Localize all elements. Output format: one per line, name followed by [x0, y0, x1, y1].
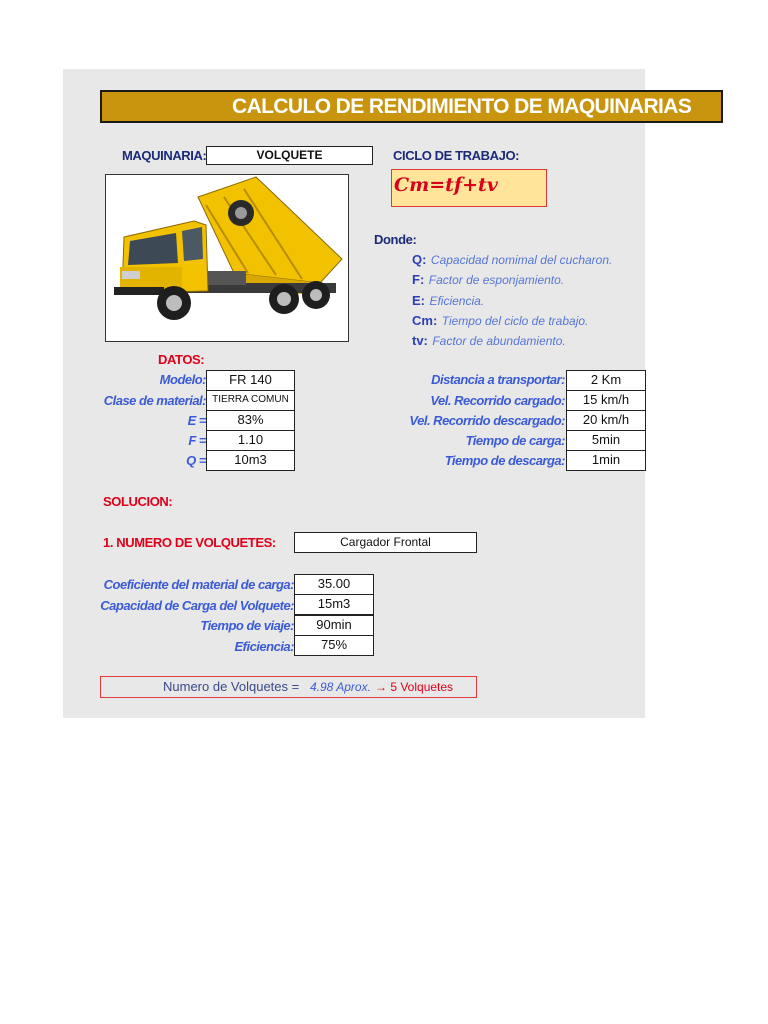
solucion-row-label: Tiempo de viaje: [200, 618, 294, 633]
def-text: Factor de esponjamiento. [428, 273, 565, 287]
result-box [100, 676, 477, 698]
transporte-row-value[interactable]: 2 Km [566, 370, 646, 391]
transporte-row-value[interactable]: 20 km/h [566, 410, 646, 431]
transporte-row-value[interactable]: 1min [566, 450, 646, 471]
def-f [412, 271, 564, 289]
transporte-row-label: Distancia a transportar: [431, 372, 565, 387]
def-cm [412, 312, 588, 330]
transporte-row-value[interactable]: 15 km/h [566, 390, 646, 411]
transporte-row-value[interactable]: 5min [566, 430, 646, 451]
result-label: Numero de Volquetes = [163, 679, 300, 694]
def-key: F: [412, 272, 425, 287]
truck-image [105, 174, 349, 342]
result-value: 4.98 Aprox. [310, 680, 371, 694]
formula-box [391, 169, 547, 207]
datos-row-value[interactable]: 83% [206, 410, 295, 431]
ciclo-label: CICLO DE TRABAJO: [393, 148, 520, 163]
def-key: tv: [412, 333, 428, 348]
def-key: E: [412, 293, 425, 308]
def-text: Factor de abundamiento. [432, 334, 566, 348]
datos-row-label: F = [188, 433, 206, 448]
transporte-row-label: Tiempo de descarga: [444, 453, 565, 468]
datos-row-label: Q = [186, 453, 206, 468]
dump-truck-icon [106, 175, 349, 342]
def-q [412, 251, 612, 269]
datos-row-value[interactable]: TIERRA COMUN [206, 390, 295, 411]
transporte-row-label: Vel. Recorrido descargado: [409, 413, 565, 428]
title-banner [100, 90, 723, 123]
datos-row-label: Modelo: [159, 372, 206, 387]
maquinaria-value[interactable]: VOLQUETE [206, 146, 373, 165]
def-tv [412, 332, 566, 350]
solucion-row-value[interactable]: 90min [294, 615, 374, 636]
solucion-row-value[interactable]: 75% [294, 635, 374, 656]
def-text: Capacidad nomimal del cucharon. [430, 253, 613, 267]
transporte-row-label: Tiempo de carga: [465, 433, 565, 448]
solucion-row-label: Capacidad de Carga del Volquete: [100, 598, 294, 613]
datos-row-label: E = [187, 413, 206, 428]
def-key: Cm: [412, 313, 438, 328]
datos-label: DATOS: [158, 352, 205, 367]
datos-row-label: Clase de material: [103, 393, 206, 408]
solucion-row-label: Coeficiente del material de carga: [103, 577, 294, 592]
solucion-row-value[interactable]: 35.00 [294, 574, 374, 595]
page-title: CALCULO DE RENDIMIENTO DE MAQUINARIAS [232, 95, 692, 118]
section1-label: 1. NUMERO DE VOLQUETES: [103, 535, 276, 550]
transporte-row-label: Vel. Recorrido cargado: [430, 393, 565, 408]
def-e [412, 292, 484, 310]
datos-row-value[interactable]: 1.10 [206, 430, 295, 451]
donde-label: Donde: [374, 232, 417, 247]
result-arrow: → 5 Volquetes [375, 680, 454, 694]
def-key: Q: [412, 252, 427, 267]
datos-row-value[interactable]: 10m3 [206, 450, 295, 471]
cargador-value[interactable]: Cargador Frontal [294, 532, 477, 553]
def-text: Eficiencia. [429, 294, 485, 308]
solucion-label: SOLUCION: [103, 494, 173, 509]
formula-text: Cm=tf+tv [394, 174, 498, 196]
datos-row-value[interactable]: FR 140 [206, 370, 295, 391]
def-text: Tiempo del ciclo de trabajo. [441, 314, 589, 328]
solucion-row-value[interactable]: 15m3 [294, 594, 374, 615]
solucion-row-label: Eficiencia: [234, 639, 294, 654]
maquinaria-label: MAQUINARIA: [122, 148, 207, 163]
